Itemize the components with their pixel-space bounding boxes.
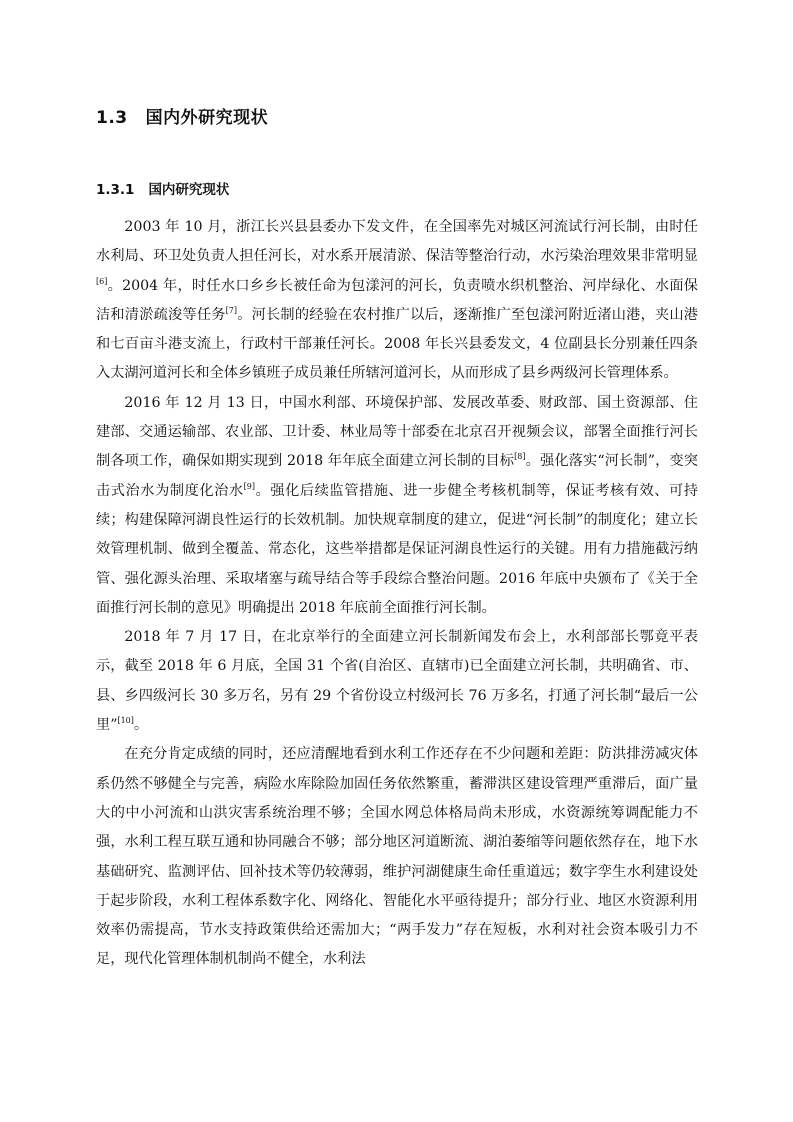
section-title: 国内外研究现状 xyxy=(145,108,269,128)
citation-ref: [6] xyxy=(96,276,108,286)
paragraph-text: 。2004 年，时任水口乡乡长被任命为包漾河的河长，负责喷水织机整治、河岸绿化、水面保洁和清淤疏浚等任务 xyxy=(96,277,698,323)
citation-ref: [9] xyxy=(243,481,256,491)
paragraph-text: 。河长制的经验在农村推广以后，逐渐推广至包漾河附近渚山港，夹山港和七百亩斗港支流上，行政村干部兼任河长。2008 年长兴县委发文，4 位副县长分别兼任四条入太湖河道河长和全体乡镇班子成员兼任所辖河道河长，从而形成了县乡两级河长管理体系。 xyxy=(96,306,698,382)
citation-ref: [7] xyxy=(225,305,237,315)
paragraph-text: 2003 年 10 月，浙江长兴县县委办下发文件，在全国率先对城区河流试行河长制，由时任水利局、环卫处负责人担任河长，对水系开展清淤、保洁等整治行动，水污染治理效果非常明显 xyxy=(96,219,698,265)
paragraph-text: 。强化落实“河长制”，变突击式治水为制度化治水 xyxy=(96,453,698,499)
subsection-title: 国内研究现状 xyxy=(148,182,230,198)
paragraph-text: 在充分肯定成绩的同时，还应清醒地看到水利工作还存在不少问题和差距：防洪排涝减灾体系仍然不够健全与完善，病险水库除险加固任务依然繁重，蓄滞洪区建设管理严重滞后，面广量大的中小河流和山洪灾害系统治理不够；全国水网总体格局尚未形成，水资源统筹调配能力不强，水利工程互联互通和协同融合不够；部分地区河道断流、湖泊萎缩等问题依然存在，地下水基础研究、监测评估、回补技术等仍较薄弱，维护河湖健康生命任重道远；数字孪生水利建设处于起步阶段，水利工程体系数字化、网络化、智能化水平亟待提升；部分行业、地区水资源利用效率仍需提高，节水支持政策供给还需加大；“两手发力”存在短板，水利对社会资本吸引力不足，现代化管理体制机制尚不健全，水利法 xyxy=(96,746,698,968)
subsection-heading xyxy=(96,178,229,198)
paragraph-text: 。 xyxy=(133,717,149,734)
section-heading xyxy=(96,103,268,128)
paragraph xyxy=(96,389,698,623)
paragraph xyxy=(96,740,698,974)
body-text xyxy=(96,213,698,975)
citation-ref: [8] xyxy=(514,452,526,462)
paragraph-text: 2016 年 12 月 13 日，中国水利部、环境保护部、发展改革委、财政部、国土资源部、住建部、交通运输部、农业部、卫计委、林业局等十部委在北京召开视频会议，部署全面推行河长制各项工作，确保如期实现到 2018 年年底全面建立河长制的目标 xyxy=(96,394,698,470)
section-number: 1.3 xyxy=(96,108,128,128)
paragraph xyxy=(96,213,698,389)
paragraph-text: 。强化后续监管措施、进一步健全考核机制等，保证考核有效、可持续；构建保障河湖良性运行的长效机制。加快规章制度的建立，促进“河长制”的制度化；建立长效管理机制、做到全覆盖、常态化，这些举措都是保证河湖良性运行的关键。用有力措施截污纳管、强化源头治理、采取堵塞与疏导结合等手段综合整治问题。2016 年底中央颁布了《关于全面推行河长制的意见》明确提出 2018 年底前全面推行河长制。 xyxy=(96,482,698,616)
citation-ref: [10] xyxy=(117,716,134,726)
paragraph xyxy=(96,623,698,740)
subsection-number: 1.3.1 xyxy=(96,182,135,198)
paragraph-text: 2018 年 7 月 17 日，在北京举行的全面建立河长制新闻发布会上，水利部部长鄂竟平表示，截至 2018 年 6 月底，全国 31 个省(自治区、直辖市)已全面建立河长制，共明确省、市、县、乡四级河长 30 多万名，另有 29 个省份设立村级河长 76 万多名，打通了河长制“最后一公里” xyxy=(96,629,698,734)
